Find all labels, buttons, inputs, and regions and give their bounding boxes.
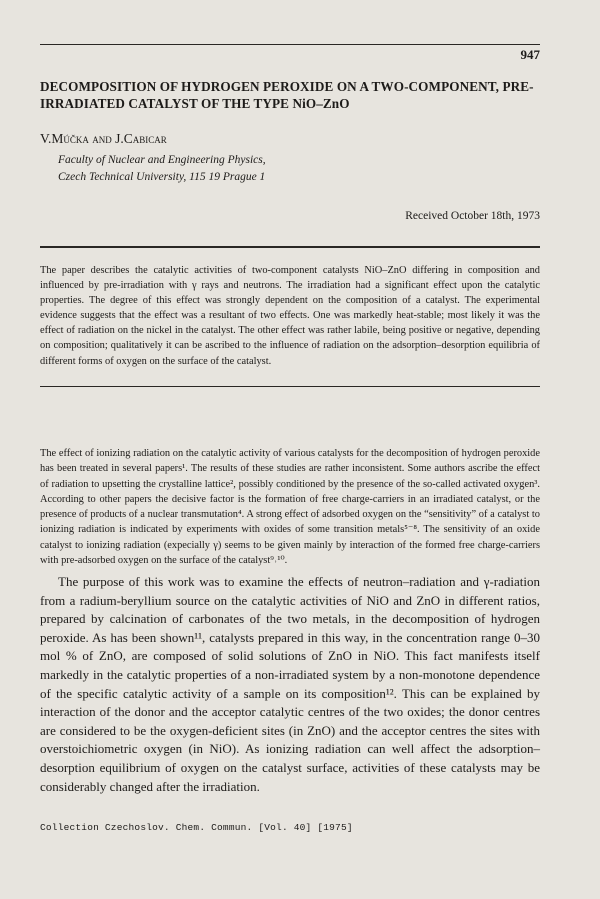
abstract-text: The paper describes the catalytic activities of two-component catalysts NiO–ZnO differing in composition and influenced by pre-irradiation with γ rays and neutrons. The irradiation had a significant effect upon the catalytic properties. The degree of this effect was strongly dependent on the composition of a catalyst. The experimental evidence suggests that the effect was a resultant of two effects. One was markedly heat-stable; most likely it was the effect of radiation on the nickel in the catalyst. The other effect was rather labile, being positive or negative, depending on composition; qualitatively it can be ascribed to the influence of radiation on the adsorption–desorption equilibria of different forms of oxygen on the surface of the catalyst. xyxy=(40,265,540,367)
abstract-bottom-rule xyxy=(40,386,540,387)
header-rule xyxy=(40,44,540,45)
introduction xyxy=(40,446,540,568)
affiliation-line-1: Faculty of Nuclear and Engineering Physics, xyxy=(58,154,266,166)
article-title: DECOMPOSITION OF HYDROGEN PEROXIDE ON A TWO-COMPONENT, PRE-IRRADIATED CATALYST OF THE TYPE NiO–ZnO xyxy=(40,79,534,111)
abstract xyxy=(40,263,540,369)
body-paragraph: The purpose of this work was to examine the effects of neutron–radiation and γ-radiation from a radium-beryllium source on the catalytic activities of NiO and ZnO in different ratios, prepared by calcination of carbonates of the two metals, in the decomposition of hydrogen peroxide. As has been shown¹¹, catalysts prepared in this way, in the concentration range 0–30 mol % of ZnO, are composed of solid solutions of ZnO in NiO. This fact manifests itself markedly in the catalytic properties of a non-irradiated system by a non-monotone dependence of the specific catalytic activity of a sample on its composition¹². This can be explained by interaction of the donor and the acceptor catalytic centres of the two oxides; the donor centres are considered to be the oxygen-deficient sites (in ZnO) and the acceptor centres the sites with overstoichiometric oxygen (in NiO). As ionizing radiation can well affect the adsorption–desorption equilibrium of oxygen on the catalyst surface, activities of these catalysts may be considerably changed after the irradiation. xyxy=(40,574,540,794)
journal-citation-footer: Collection Czechoslov. Chem. Commun. [Vol. 40] [1975] xyxy=(40,822,353,833)
abstract-top-rule xyxy=(40,246,540,248)
introduction-text: The effect of ionizing radiation on the catalytic activity of various catalysts for the decomposition of hydrogen peroxide has been treated in several papers¹. The results of these studies are rather inconsistent. Some authors ascribe the effect of radiation to upsetting the crystalline lattice², possibly conditioned by the presence of the so-called activated oxygen³. According to other papers the decisive factor is the formation of free charge-carriers in an irradiated catalyst, or the presence of products of a nuclear transmutation⁴. A strong effect of adsorbed oxygen on the “sensitivity” of a catalyst to ionizing radiation is indicated by experiments with oxides of some transition metals⁵⁻⁸. The sensitivity of an oxide catalyst to ionizing radiation (expecially γ) seems to be given mainly by interaction of the formed free charge-carriers with pre-adsorbed oxygen on the surface of the catalyst⁹˒¹⁰. xyxy=(40,448,540,567)
page-number: 947 xyxy=(520,47,540,62)
author-affiliation xyxy=(58,152,266,186)
received-date: Received October 18th, 1973 xyxy=(405,210,540,222)
affiliation-line-2: Czech Technical University, 115 19 Prague 1 xyxy=(58,171,266,183)
article-authors: V.Múčka and J.Cabicar xyxy=(40,131,167,146)
main-body xyxy=(40,573,540,796)
